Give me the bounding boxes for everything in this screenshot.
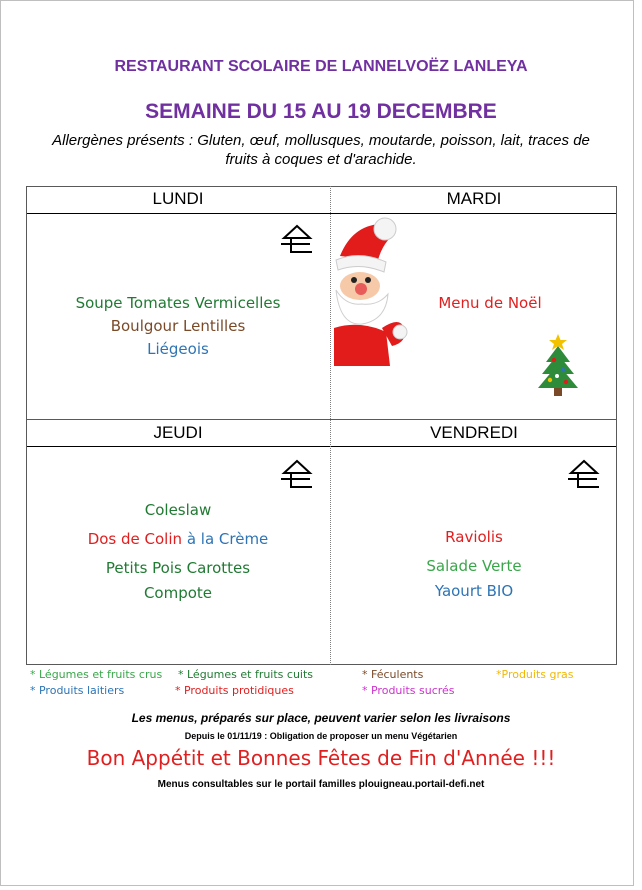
allergens-note (30, 131, 612, 169)
day-header-lundi: LUNDI (152, 189, 204, 208)
footer-portal-note: Menus consultables sur le portail familles plouigneau.portail-defi.net (157, 779, 485, 790)
legend-raw: * Légumes et fruits crus (30, 668, 163, 681)
footer-vegetarian-note: Depuis le 01/11/19 : Obligation de proposer un menu Végétarien (184, 731, 458, 741)
meal-item: Boulgour Lentilles (110, 317, 246, 335)
menu-vendredi (394, 524, 554, 604)
meal-item: Soupe Tomates Vermicelles (75, 294, 281, 312)
day-header-mardi: MARDI (446, 189, 502, 208)
house-veg-icon (280, 224, 314, 254)
grid-middle-border (26, 419, 617, 420)
footer-greeting: Bon Appétit et Bonnes Fêtes de Fin d'Année !!! (86, 746, 556, 770)
day-header-jeudi: JEUDI (153, 423, 203, 442)
meal-item: Yaourt BIO (434, 582, 514, 600)
house-veg-icon (567, 459, 601, 489)
menu-grid (26, 186, 617, 665)
christmas-tree-icon (536, 330, 580, 400)
legend-dairy: * Produits laitiers (30, 684, 125, 697)
grid-bottom-border (26, 664, 617, 665)
meal-item: Raviolis (445, 528, 503, 546)
meal-item: Coleslaw (144, 501, 212, 519)
legend-protein: * Produits protidiques (175, 684, 294, 697)
meal-item-part: Dos de Colin (87, 530, 183, 548)
week-title: SEMAINE DU 15 AU 19 DECEMBRE (145, 100, 497, 123)
grid-top-border (26, 186, 617, 187)
meal-item: Salade Verte (426, 557, 522, 575)
meal-item: Liégeois (147, 340, 209, 358)
day-header-vendredi: VENDREDI (430, 423, 518, 442)
allergens-line-1: Allergènes présents : Gluten, œuf, mollusques, moutarde, poisson, lait, traces de (52, 132, 590, 149)
legend-starch: * Féculents (362, 668, 424, 681)
grid-header-divider-1 (26, 213, 617, 214)
restaurant-title: RESTAURANT SCOLAIRE DE LANNELVOËZ LANLEYA (114, 58, 528, 75)
santa-claus-icon (330, 216, 410, 382)
footer-variation-note: Les menus, préparés sur place, peuvent varier selon les livraisons (131, 711, 511, 725)
legend-fat: *Produits gras (496, 668, 574, 681)
menu-lundi (26, 292, 330, 361)
menu-jeudi (26, 496, 330, 606)
legend-sugar: * Produits sucrés (362, 684, 455, 697)
meal-item: Petits Pois Carottes (105, 559, 251, 577)
meal-item-part: à la Crème (186, 530, 269, 548)
legend-cooked: * Légumes et fruits cuits (178, 668, 314, 681)
meal-item: Menu de Noël (438, 294, 542, 312)
meal-item: Compote (143, 584, 213, 602)
grid-header-divider-2 (26, 446, 617, 447)
house-veg-icon (280, 459, 314, 489)
menu-mardi (410, 292, 570, 315)
allergens-line-2: fruits à coques et d'arachide. (225, 151, 417, 168)
meal-item (26, 525, 330, 554)
